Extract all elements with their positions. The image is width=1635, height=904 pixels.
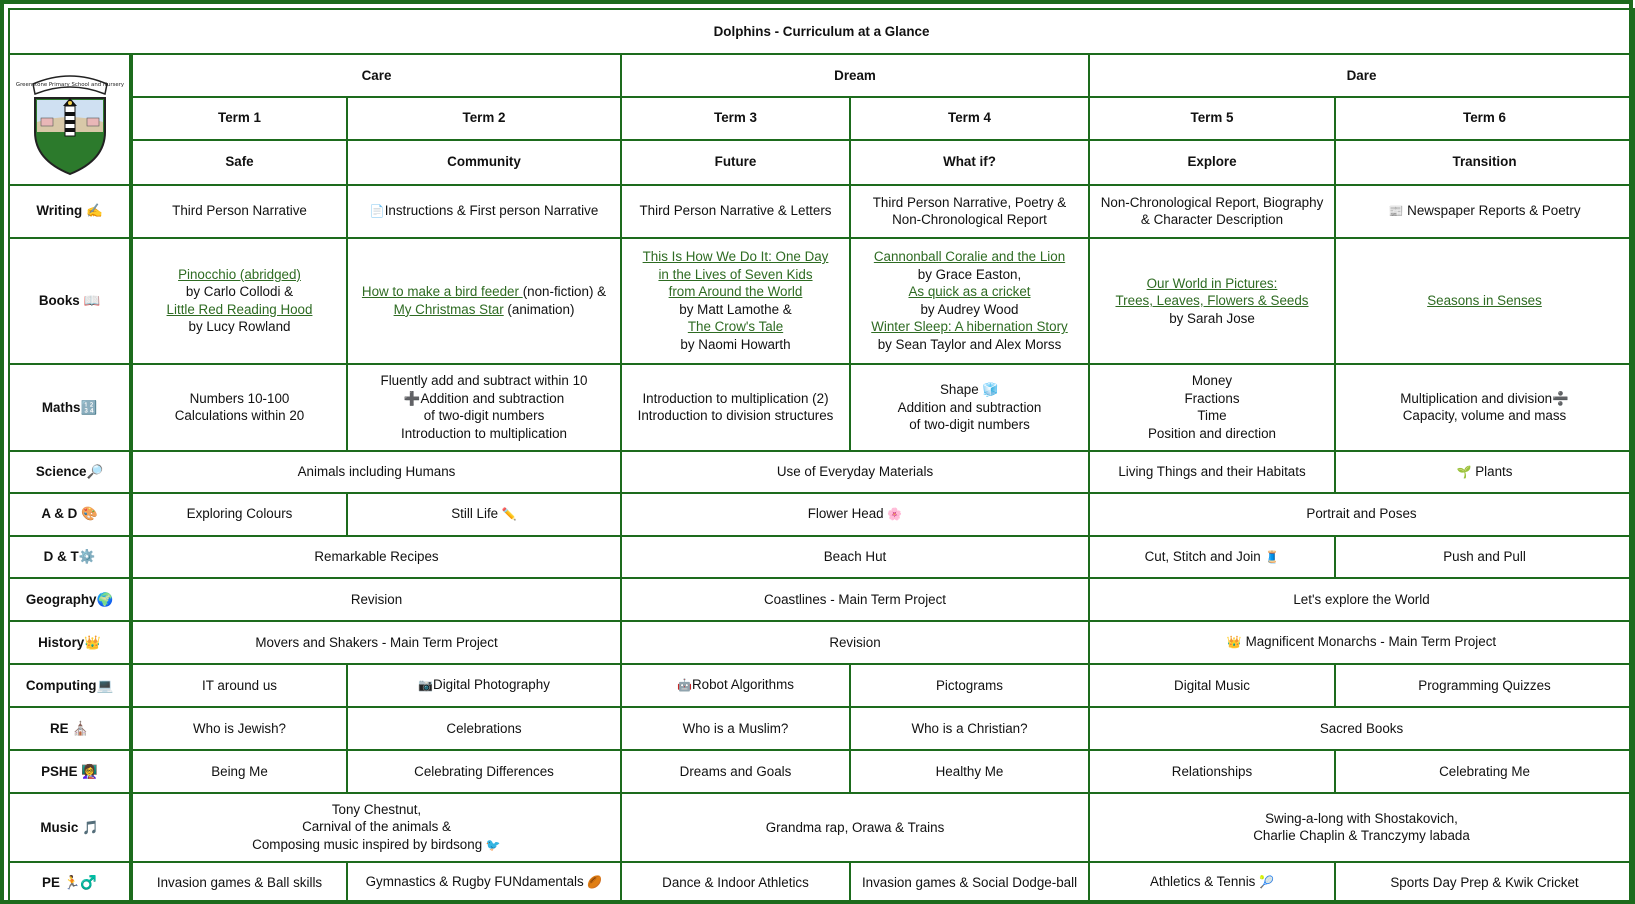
pe-term-2-text: Gymnastics & Rugby FUNdamentals [365, 874, 588, 890]
maths-line: Time [1197, 408, 1227, 424]
computing-term-2 [347, 664, 621, 707]
book-author: by Matt Lamothe & [679, 301, 792, 317]
maths-line: Introduction to division structures [637, 408, 834, 424]
theme-care: Care [131, 54, 621, 97]
pe-term-3: Dance & Indoor Athletics [621, 862, 850, 903]
re-term-3: Who is a Muslim? [621, 707, 850, 750]
re-dare: Sacred Books [1089, 707, 1634, 750]
book-note: (non-fiction) & [522, 284, 607, 300]
computing-term-6: Programming Quizzes [1335, 664, 1634, 707]
pshe-term-5: Relationships [1089, 750, 1335, 793]
book-link-seasons-in-senses[interactable]: Seasons in Senses [1427, 293, 1542, 309]
book-link-the-crows-tale[interactable]: The Crow's Tale [687, 319, 784, 335]
book-link-our-world-in-pictures-2[interactable]: Trees, Leaves, Flowers & Seeds [1115, 293, 1309, 309]
term-3-title: Future [621, 140, 850, 185]
science-term-6 [1335, 451, 1634, 493]
writing-term-2 [347, 185, 621, 238]
music-line: Composing music inspired by birdsong [252, 836, 486, 852]
pe-term-2 [347, 862, 621, 903]
ad-dream-text: Flower Head [807, 505, 888, 521]
maths-line: Fluently add and subtract within 10 [380, 373, 588, 389]
maths-term-4 [850, 364, 1089, 451]
book-link-little-red-reading-hood[interactable]: Little Red Reading Hood [166, 301, 313, 317]
writing-term-5 [1089, 185, 1335, 238]
page-title: Dolphins - Curriculum at a Glance [9, 9, 1634, 54]
newspaper-icon: 📰 [1388, 203, 1404, 218]
pshe-term-4: Healthy Me [850, 750, 1089, 793]
maths-line: Position and direction [1147, 425, 1277, 441]
subject-pshe: PSHE 👩‍🏫 [9, 750, 131, 793]
subject-history: History👑 [9, 621, 131, 664]
science-dream: Use of Everyday Materials [621, 451, 1089, 493]
pe-term-5-text: Athletics & Tennis [1149, 874, 1260, 890]
music-line: Carnival of the animals & [302, 819, 451, 835]
maths-line: Introduction to multiplication [401, 425, 567, 441]
books-term-2 [347, 238, 621, 365]
ad-term-2 [347, 493, 621, 536]
theme-dream: Dream [621, 54, 1089, 97]
subject-science: Science🔎 [9, 451, 131, 493]
maths-line: of two-digit numbers [909, 417, 1030, 433]
pshe-term-3: Dreams and Goals [621, 750, 850, 793]
subject-books: Books 📖 [9, 238, 131, 365]
pe-term-6: Sports Day Prep & Kwik Cricket [1335, 862, 1634, 903]
maths-line: Addition and subtraction [897, 399, 1042, 415]
term-6-header: Term 6 [1335, 97, 1634, 140]
writing-term-4-line-1: Third Person Narrative, Poetry & [872, 194, 1067, 210]
book-link-this-is-how-we-do-it[interactable]: This Is How We Do It: One Day [642, 249, 829, 265]
maths-term-3 [621, 364, 850, 451]
school-logo-cell [9, 54, 131, 185]
computing-term-2-text: Digital Photography [433, 677, 550, 693]
writing-term-5-line-1: Non-Chronological Report, Biography [1100, 194, 1324, 210]
history-dare-text: Magnificent Monarchs - Main Term Project [1241, 634, 1497, 650]
book-author: by Grace Easton, [917, 266, 1022, 282]
robot-icon: 🤖 [677, 678, 692, 693]
science-care: Animals including Humans [131, 451, 621, 493]
books-term-1 [131, 238, 347, 365]
subject-geography: Geography🌍 [9, 578, 131, 621]
maths-line: Capacity, volume and mass [1402, 408, 1567, 424]
ad-dare: Portrait and Poses [1089, 493, 1634, 536]
music-line: Charlie Chaplin & Tranczymy labada [1253, 828, 1470, 844]
book-author: by Sean Taylor and Alex Morss [877, 336, 1062, 352]
music-line: Tony Chestnut, [331, 801, 422, 817]
term-2-header: Term 2 [347, 97, 621, 140]
pshe-term-2: Celebrating Differences [347, 750, 621, 793]
maths-line: Shape 🧊 [939, 382, 1000, 398]
history-dream: Revision [621, 621, 1089, 664]
book-author: by Audrey Wood [920, 301, 1019, 317]
term-1-title: Safe [131, 140, 347, 185]
science-term-6-text: Plants [1471, 463, 1513, 479]
subject-maths: Maths🔢 [9, 364, 131, 451]
books-term-6 [1335, 238, 1634, 365]
maths-line: ➕Addition and subtraction [403, 390, 565, 406]
writing-term-6-text: Newspaper Reports & Poetry [1403, 202, 1581, 218]
pshe-term-6: Celebrating Me [1335, 750, 1634, 793]
book-link-my-christmas-star[interactable]: My Christmas Star [393, 301, 504, 317]
seedling-icon: 🌱 [1456, 464, 1472, 479]
term-5-title: Explore [1089, 140, 1335, 185]
history-care: Movers and Shakers - Main Term Project [131, 621, 621, 664]
writing-term-4-line-2: Non-Chronological Report [892, 212, 1047, 228]
term-1-header: Term 1 [131, 97, 347, 140]
computing-term-1: IT around us [131, 664, 347, 707]
maths-term-2 [347, 364, 621, 451]
theme-dare: Dare [1089, 54, 1634, 97]
crown-icon: 👑 [1226, 635, 1242, 650]
music-line: Swing-a-long with Shostakovich, [1265, 810, 1458, 826]
pe-term-5 [1089, 862, 1335, 903]
book-link-cannonball-coralie[interactable]: Cannonball Coralie and the Lion [873, 249, 1066, 265]
writing-term-2-text: Instructions & First person Narrative [384, 202, 599, 218]
book-link-our-world-in-pictures[interactable]: Our World in Pictures: [1146, 275, 1278, 291]
book-link-winter-sleep[interactable]: Winter Sleep: A hibernation Story [871, 319, 1068, 335]
maths-term-1 [131, 364, 347, 451]
ad-dream [621, 493, 1089, 536]
term-2-title: Community [347, 140, 621, 185]
computing-term-3 [621, 664, 850, 707]
pe-term-4: Invasion games & Social Dodge-ball [850, 862, 1089, 903]
book-author: by Lucy Rowland [188, 319, 291, 335]
music-dare [1089, 793, 1634, 862]
book-link-this-is-how-we-do-it-2[interactable]: in the Lives of Seven Kids [658, 266, 813, 282]
book-link-bird-feeder[interactable]: How to make a bird feeder [361, 284, 523, 300]
history-dare [1089, 621, 1634, 664]
term-4-header: Term 4 [850, 97, 1089, 140]
maths-term-6 [1335, 364, 1634, 451]
logo-text: Greenstone Primary School and Nursery [15, 82, 124, 89]
maths-line: Calculations within 20 [174, 408, 305, 424]
science-term-5: Living Things and their Habitats [1089, 451, 1335, 493]
maths-line: of two-digit numbers [423, 408, 545, 424]
maths-line: Multiplication and division➗ [1400, 390, 1569, 406]
computing-term-3-text: Robot Algorithms [691, 677, 794, 693]
subject-re: RE ⛪ [9, 707, 131, 750]
maths-line: Fractions [1184, 390, 1240, 406]
music-dream: Grandma rap, Orawa & Trains [621, 793, 1089, 862]
flower-icon: 🌸 [887, 506, 903, 521]
writing-term-4 [850, 185, 1089, 238]
camera-icon: 📷 [418, 678, 434, 693]
maths-line: Money [1191, 373, 1233, 389]
rugby-ball-icon: 🏉 [587, 875, 603, 890]
tennis-ball-icon: 🎾 [1259, 875, 1275, 890]
term-4-title: What if? [850, 140, 1089, 185]
subject-computing: Computing💻 [9, 664, 131, 707]
term-5-header: Term 5 [1089, 97, 1335, 140]
bird-icon: 🐦 [485, 837, 501, 852]
books-term-5 [1089, 238, 1335, 365]
maths-term-5 [1089, 364, 1335, 451]
writing-term-6 [1335, 185, 1634, 238]
re-term-4: Who is a Christian? [850, 707, 1089, 750]
subject-writing: Writing ✍️ [9, 185, 131, 238]
thread-icon: 🧵 [1264, 549, 1280, 564]
music-care [131, 793, 621, 862]
books-term-4 [850, 238, 1089, 365]
geography-dare: Let's explore the World [1089, 578, 1634, 621]
maths-line: Introduction to multiplication (2) [642, 390, 829, 406]
book-author: by Carlo Collodi & [185, 284, 294, 300]
books-term-3 [621, 238, 850, 365]
dt-care: Remarkable Recipes [131, 536, 621, 579]
geography-dream: Coastlines - Main Term Project [621, 578, 1089, 621]
re-term-1: Who is Jewish? [131, 707, 347, 750]
dt-term-6: Push and Pull [1335, 536, 1634, 579]
book-author: by Naomi Howarth [680, 336, 791, 352]
pe-term-1: Invasion games & Ball skills [131, 862, 347, 903]
maths-line: Numbers 10-100 [189, 390, 290, 406]
dt-dream: Beach Hut [621, 536, 1089, 579]
document-icon: 📄 [369, 203, 385, 218]
pencil-icon: ✏️ [501, 506, 517, 521]
subject-design-technology: D & T⚙️ [9, 536, 131, 579]
computing-term-4: Pictograms [850, 664, 1089, 707]
book-link-this-is-how-we-do-it-3[interactable]: from Around the World [668, 284, 803, 300]
ad-term-2-text: Still Life [451, 505, 502, 521]
term-3-header: Term 3 [621, 97, 850, 140]
geography-care: Revision [131, 578, 621, 621]
writing-term-1: Third Person Narrative [131, 185, 347, 238]
subject-art-design: A & D 🎨 [9, 493, 131, 536]
dt-term-5-text: Cut, Stitch and Join [1144, 548, 1265, 564]
writing-term-5-line-2: & Character Description [1140, 212, 1284, 228]
re-term-2: Celebrations [347, 707, 621, 750]
term-6-title: Transition [1335, 140, 1634, 185]
book-link-as-quick-as-a-cricket[interactable]: As quick as a cricket [908, 284, 1031, 300]
book-link-pinocchio[interactable]: Pinocchio (abridged) [178, 266, 301, 282]
pshe-term-1: Being Me [131, 750, 347, 793]
curriculum-table [8, 8, 1635, 904]
subject-pe: PE 🏃♂️ [9, 862, 131, 903]
book-author: by Sarah Jose [1169, 310, 1255, 326]
school-crest-logo [15, 60, 124, 178]
ad-term-1: Exploring Colours [131, 493, 347, 536]
computing-term-5: Digital Music [1089, 664, 1335, 707]
book-note: (animation) [503, 301, 575, 317]
subject-music: Music 🎵 [9, 793, 131, 862]
dt-term-5 [1089, 536, 1335, 579]
writing-term-3: Third Person Narrative & Letters [621, 185, 850, 238]
